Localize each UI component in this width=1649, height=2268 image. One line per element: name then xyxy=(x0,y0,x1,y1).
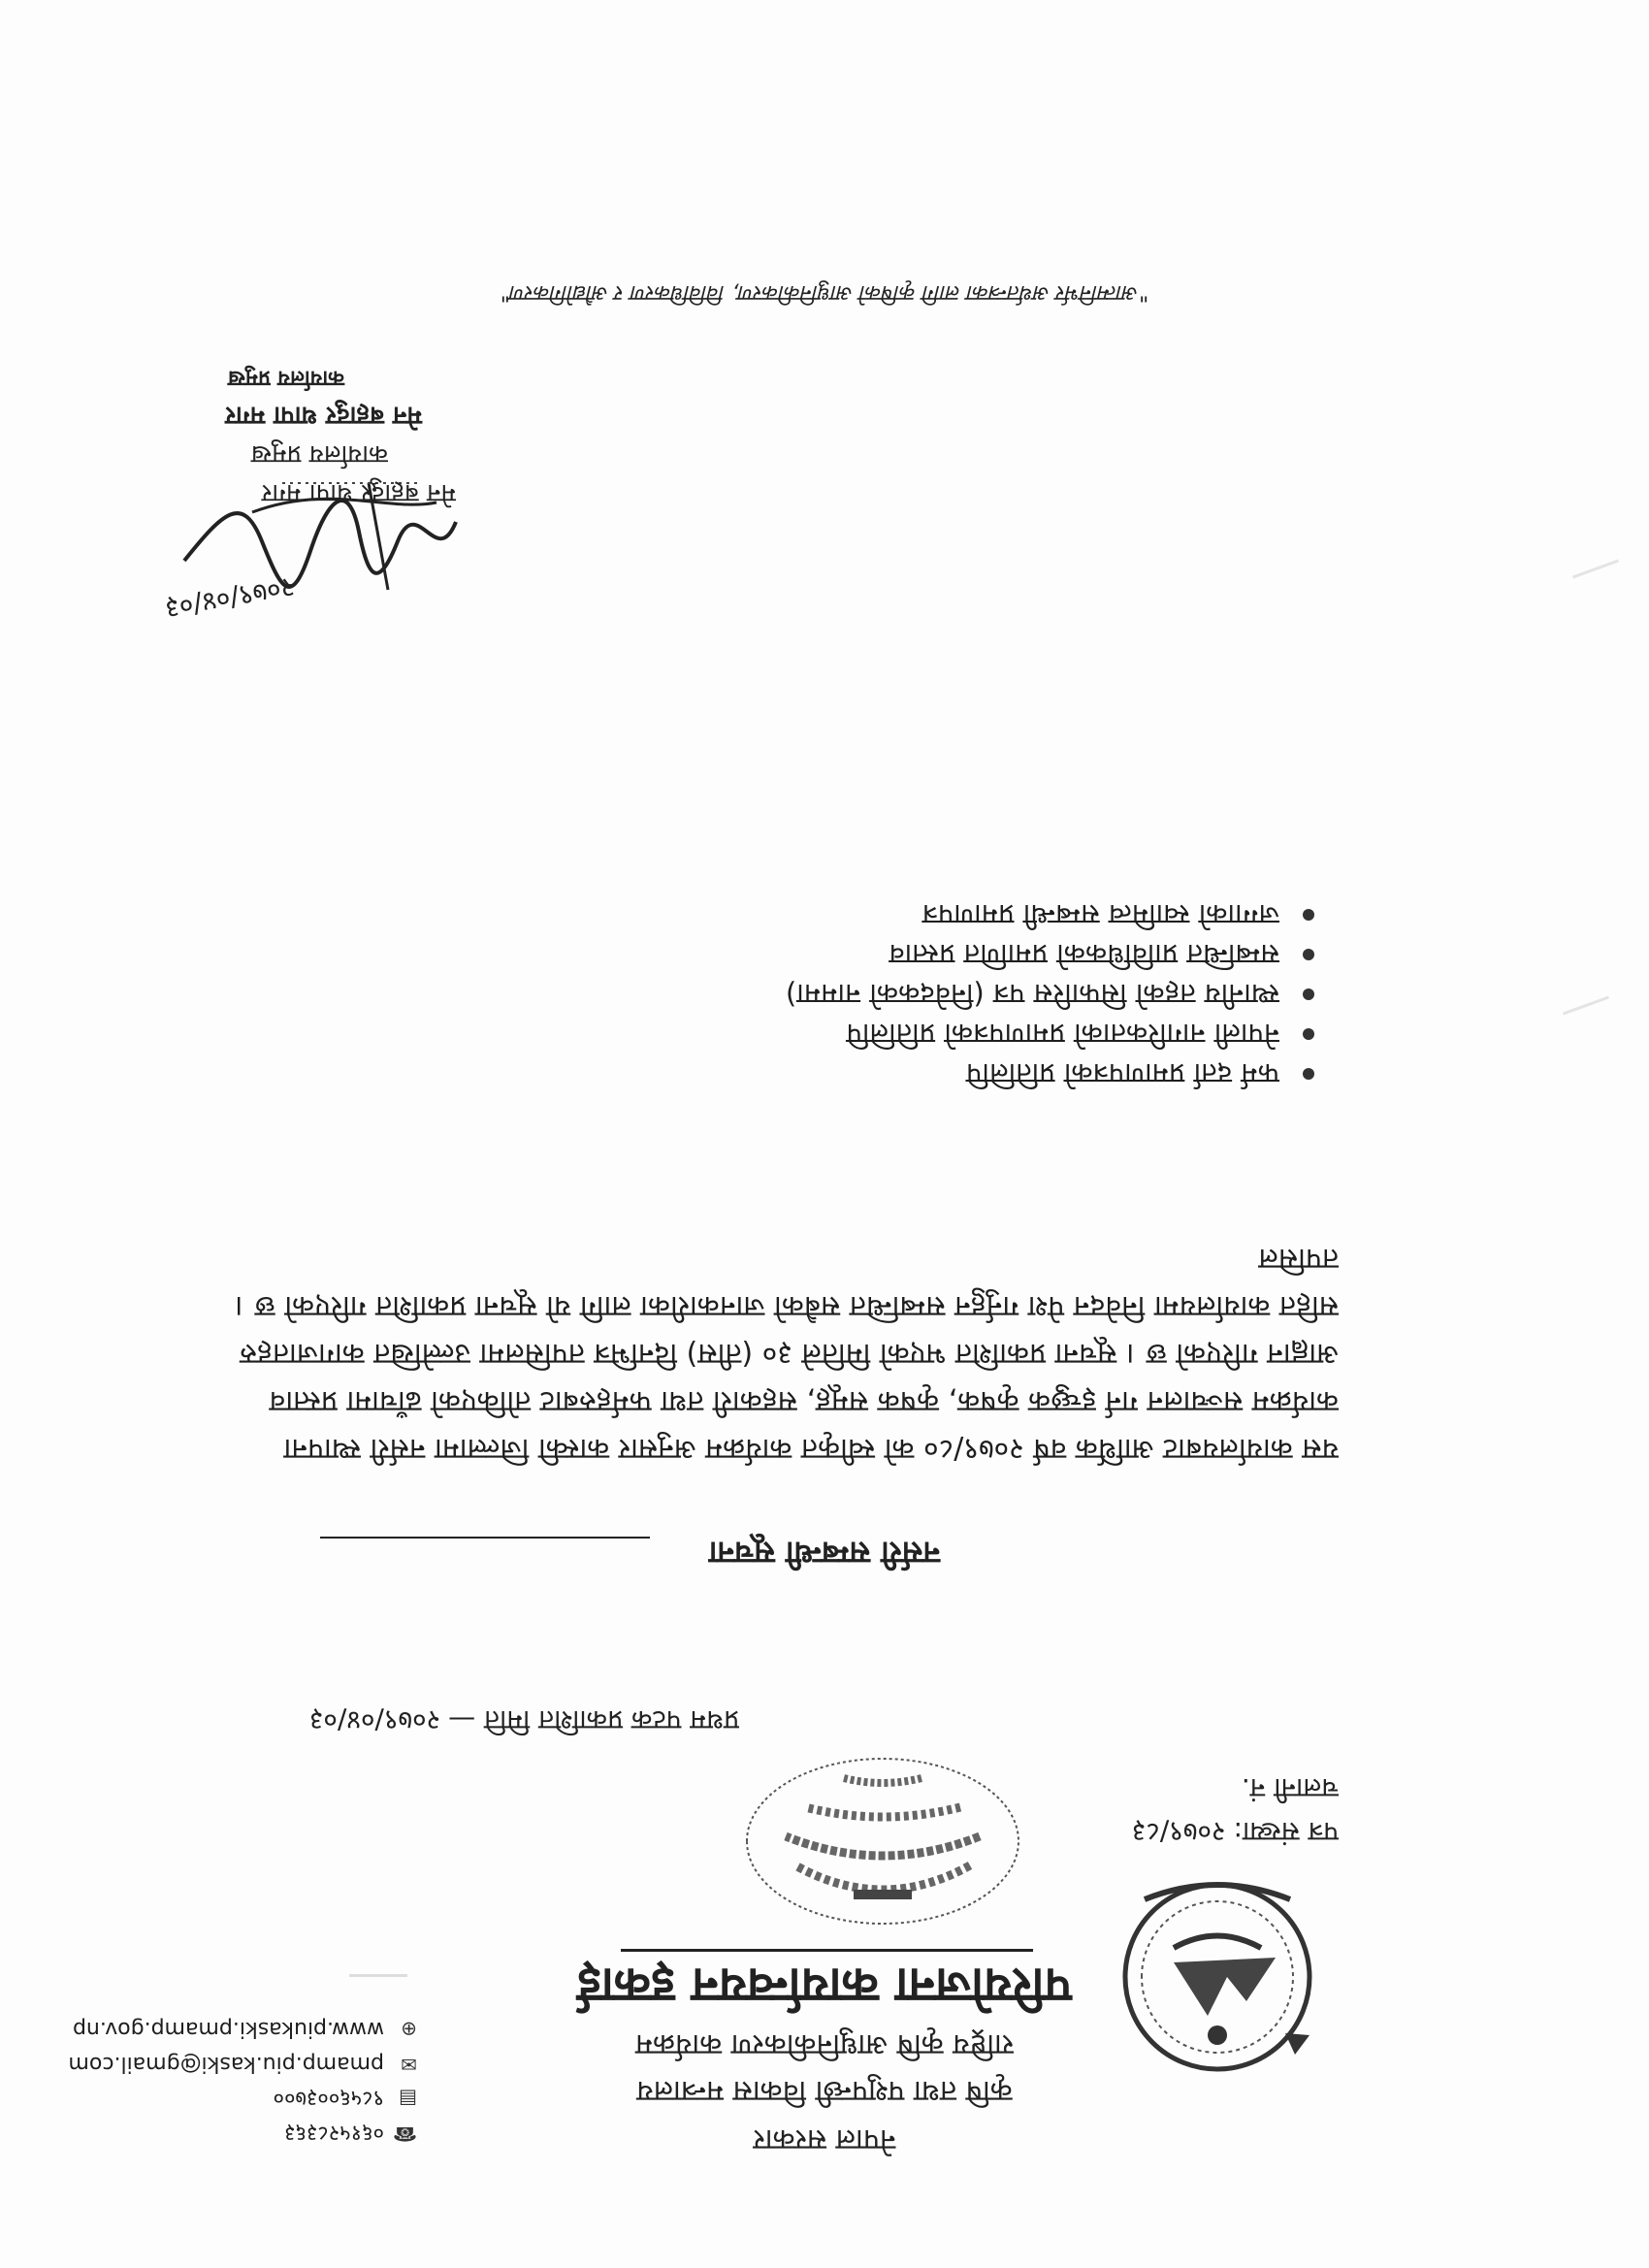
letterhead-program-line: राष्ट्रिय कृषि आधुनिकीकरण कार्यक्रम xyxy=(634,2027,1015,2061)
phone-icon: ☎ xyxy=(393,2122,417,2146)
contact-web-row xyxy=(10,2012,417,2047)
scan-smudge xyxy=(1572,560,1619,579)
title-underline xyxy=(621,1949,1033,1952)
list-item-text: फर्म दर्ता प्रमाणपत्रको प्रतिलिपि xyxy=(965,1057,1279,1090)
notice-body-paragraph: यस कार्यालयबाट आर्थिक वर्ष २०७९/८० को स्वीकृत कार्यक्रम अनुसार कास्की जिल्लामा नर्सरी स्थापना कार्यक्रम सञ्चालन गर्न इच्छुक कृषक, कृषक समूह, सहकारी तथा फर्महरुबाट तोकिएको ढाँचामा प्रस्ताव आह्वान गरिएको छ । सूचना प्रकाशित भएको मितिले ३० (तीस) दिनभित्र तपसिलमा उल्लेखित कागजातहरु सहित कार्यालयमा निवेदन पेश गर्नुहुन सम्बन्धित सबैको जानकारीका लागि यो सूचना प्रकाशित गरिएको छ । xyxy=(234,1289,1339,1466)
letterhead-ministry-line: कृषि तथा पशुपन्छी विकास मन्त्रालय xyxy=(636,2074,1013,2108)
tapsil-label: तपसिल xyxy=(1258,1242,1339,1276)
document-checklist xyxy=(247,895,1314,1094)
scan-smudge xyxy=(1563,996,1609,1016)
list-item xyxy=(247,1015,1314,1054)
signer-name: मेन बहादुर थापा मगर xyxy=(261,478,456,507)
chalani-number-label: चलानी नं. xyxy=(1241,1772,1339,1804)
signature-date: २०७९/०४/०३ xyxy=(162,570,298,626)
name-stamp: मेन बहादुर थापा मगर xyxy=(225,401,422,430)
notice-subject: नर्सरी सम्बन्धी सूचना xyxy=(708,1535,941,1571)
contact-fax: ९८५६००३७०० xyxy=(273,2086,384,2110)
reference-number xyxy=(1132,1814,1339,1851)
list-item-text: जग्गाको स्वामित्व सम्बन्धी प्रमाणपत्र xyxy=(922,898,1279,931)
contact-block xyxy=(10,2012,417,2152)
list-item xyxy=(247,895,1314,935)
signer-post: कार्यालय प्रमुख xyxy=(250,439,388,469)
contact-email-row xyxy=(10,2047,417,2082)
contact-email: pmamp.piu.kaski@gmail.com xyxy=(68,2052,384,2077)
publication-date xyxy=(309,1702,739,1739)
contact-phone: ०६१५२८३६३ xyxy=(284,2121,384,2145)
bullet-icon xyxy=(1303,910,1314,922)
mail-icon: ✉ xyxy=(401,2053,417,2076)
subject-underline xyxy=(320,1537,650,1539)
list-item-text: सम्बन्धित प्राविधिकको प्रमाणित प्रस्ताव xyxy=(889,938,1279,971)
list-item xyxy=(247,935,1314,975)
notice-body xyxy=(223,1235,1339,1473)
footer-slogan: "आत्मनिर्भर अर्थतन्त्रका लागि कृषिको आधुनिकीकरण, विविधिकरण र औद्योगिकरण" xyxy=(500,280,1149,305)
office-seal-stamp xyxy=(737,1749,1028,1933)
post-stamp: कार्यालय प्रमुख xyxy=(227,366,344,390)
list-item xyxy=(247,1054,1314,1094)
contact-fax-row xyxy=(10,2082,417,2117)
list-item-text: स्थानीय तहको सिफारिस पत्र (निवेदकको नाममा) xyxy=(785,978,1279,1011)
fax-icon: ▤ xyxy=(399,2088,417,2111)
contact-web: www.piukaski.pmamp.gov.np xyxy=(72,2017,384,2042)
reference-number-value: २०७९/८३ xyxy=(1131,1816,1226,1848)
letterhead-office-title: परियोजना कार्यान्वयन इकाई xyxy=(577,1958,1072,2014)
list-item xyxy=(247,975,1314,1015)
letterhead-government-line: नेपाल सरकार xyxy=(753,2122,896,2156)
bullet-icon xyxy=(1303,1069,1314,1081)
bullet-icon xyxy=(1303,950,1314,961)
reference-number-label: पत्र संख्या: xyxy=(1233,1816,1339,1848)
list-item-text: नेपाली नागरिकताको प्रमाणपत्रको प्रतिलिपि xyxy=(846,1018,1279,1051)
publication-date-label: प्रथम पटक प्रकाशित मिति — xyxy=(448,1704,739,1736)
globe-icon: ⊕ xyxy=(401,2018,417,2041)
bullet-icon xyxy=(1303,1029,1314,1041)
contact-phone-row xyxy=(10,2117,417,2152)
bullet-icon xyxy=(1303,989,1314,1001)
publication-date-value: २०७९/०४/०३ xyxy=(308,1704,441,1736)
scan-smudge xyxy=(349,1974,407,1977)
